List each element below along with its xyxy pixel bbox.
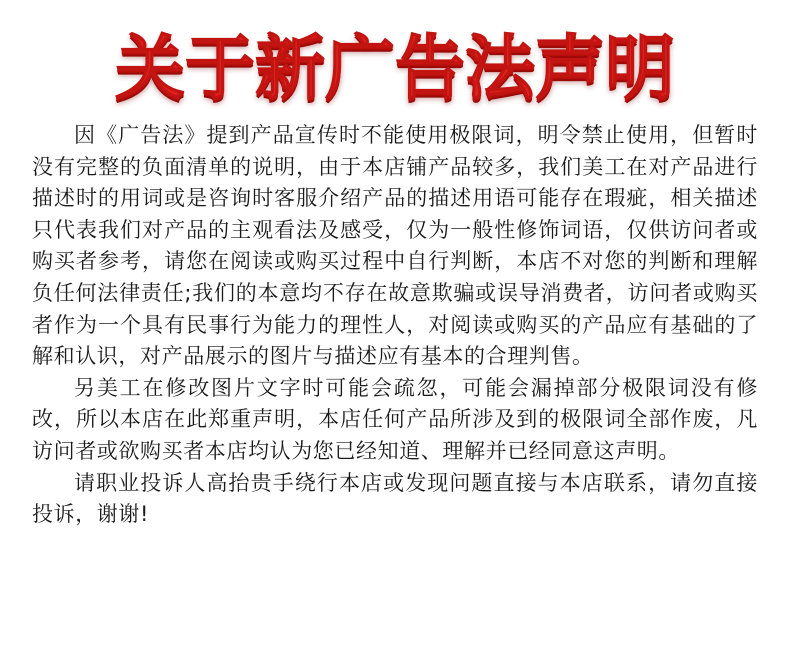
paragraph-3: 请职业投诉人高抬贵手绕行本店或发现问题直接与本店联系，请勿直接投诉，谢谢! — [32, 470, 758, 527]
paragraph-2: 另美工在修改图片文字时可能会疏忽，可能会漏掉部分极限词没有修改，所以本店在此郑重声明，本店任何产品所涉及到的极限词全部作废，凡访问者或欲购买者本店均认为您已经知道、理解并已经同意这声明。 — [32, 375, 758, 463]
paragraph-1: 因《广告法》提到产品宣传时不能使用极限词，明令禁止使用，但暂时没有完整的负面清单的说明，由于本店铺产品较多，我们美工在对产品进行描述时的用词或是咨询时客服介绍产品的描述用语可能存在瑕疵，相关描述只代表我们对产品的主观看法及感受，仅为一般性修饰词语，仅供访问者或购买者参考，请您在阅读或购买过程中自行判断，本店不对您的判断和理解负任何法律责任;我们的本意均不存在故意欺骗或误导消费者，访问者或购买者作为一个具有民事行为能力的理性人，对阅读或购买的产品应有基础的了解和认识，对产品展示的图片与描述应有基本的合理判售。 — [32, 123, 758, 369]
page-title: 关于新广告法声明 — [115, 27, 675, 109]
declaration-body — [32, 120, 758, 531]
